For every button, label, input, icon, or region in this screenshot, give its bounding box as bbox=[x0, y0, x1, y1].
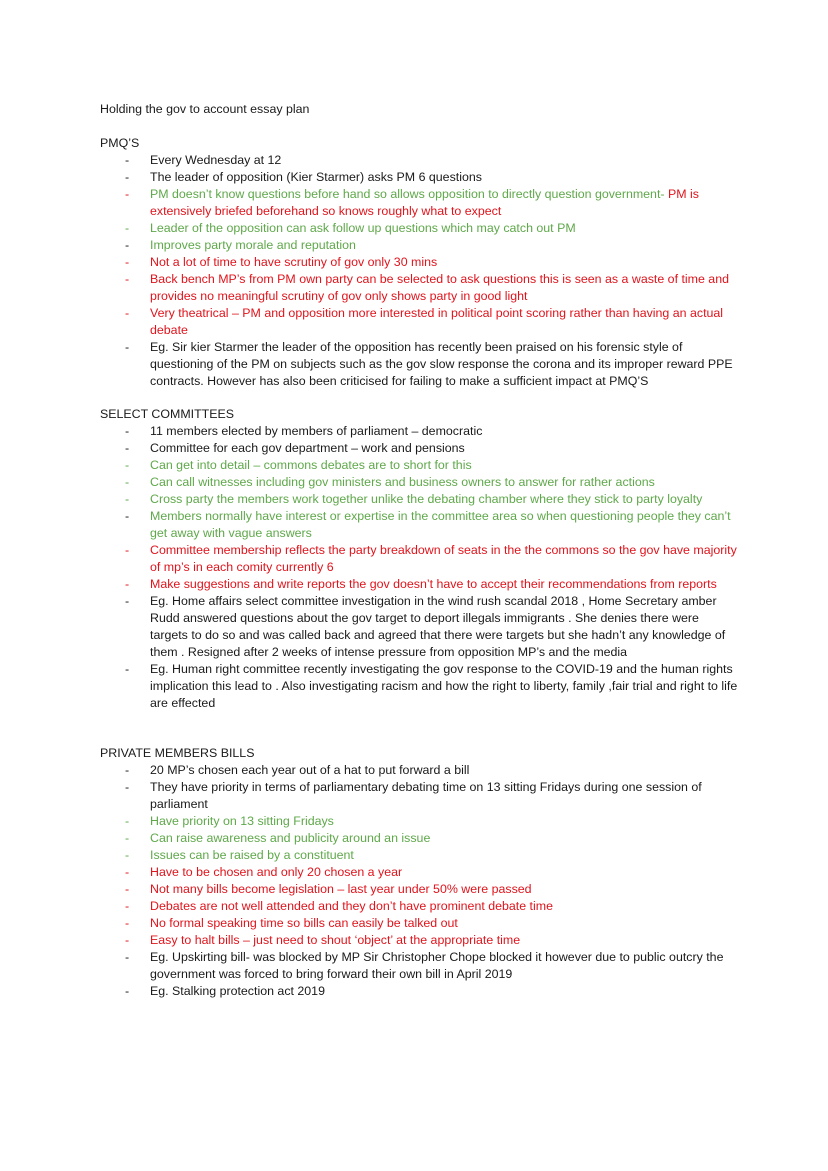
list-item bbox=[100, 864, 740, 881]
list-item-text: No formal speaking time so bills can easily be talked out bbox=[150, 916, 458, 930]
list-item-text: 20 MP’s chosen each year out of a hat to put forward a bill bbox=[150, 763, 470, 777]
bullet-dash: - bbox=[125, 424, 130, 438]
bullet-dash: - bbox=[125, 848, 130, 862]
section-heading: SELECT COMMITTEES bbox=[100, 407, 235, 421]
list-item-text: Issues can be raised by a constituent bbox=[150, 848, 354, 862]
bullet-dash: - bbox=[125, 187, 130, 201]
list-item-text: Have to be chosen and only 20 chosen a year bbox=[150, 865, 403, 879]
list-item-text: 11 members elected by members of parliament – democratic bbox=[150, 424, 483, 438]
bullet-dash: - bbox=[125, 255, 130, 269]
bullet-dash: - bbox=[125, 475, 130, 489]
bullet-list bbox=[100, 152, 740, 390]
bullet-dash: - bbox=[125, 780, 130, 794]
bullet-dash: - bbox=[125, 221, 130, 235]
list-item bbox=[100, 339, 740, 390]
list-item-text: Committee membership reflects the party breakdown of seats in the the commons so the gov have majority of mp’s in each comity currently 6 bbox=[150, 543, 737, 574]
list-item bbox=[100, 220, 740, 237]
list-item bbox=[100, 983, 740, 1000]
bullet-dash: - bbox=[125, 814, 130, 828]
list-item-text: Eg. Home affairs select committee investigation in the wind rush scandal 2018 , Home Secretary amber Rudd answered questions about the gov target to deport illegals immigrants . She denies there were targets to do so and was called back and agreed that there were targets but she hadn’t any knowledge of them . Resigned after 2 weeks of intense pressure from opposition MP’s and the media bbox=[150, 594, 726, 659]
list-item bbox=[100, 949, 740, 983]
list-item-text: Improves party morale and reputation bbox=[150, 238, 356, 252]
list-item-text: The leader of opposition (Kier Starmer) asks PM 6 questions bbox=[150, 170, 482, 184]
list-item bbox=[100, 169, 740, 186]
bullet-dash: - bbox=[125, 340, 130, 354]
bullet-dash: - bbox=[125, 306, 130, 320]
bullet-dash: - bbox=[125, 916, 130, 930]
list-item-text: Have priority on 13 sitting Fridays bbox=[150, 814, 334, 828]
list-item-text: Committee for each gov department – work and pensions bbox=[150, 441, 465, 455]
bullet-dash: - bbox=[125, 831, 130, 845]
list-item bbox=[100, 898, 740, 915]
bullet-dash: - bbox=[125, 899, 130, 913]
list-item-text: Not many bills become legislation – last year under 50% were passed bbox=[150, 882, 532, 896]
bullet-dash: - bbox=[125, 458, 130, 472]
bullet-dash: - bbox=[125, 950, 130, 964]
bullet-dash: - bbox=[125, 272, 130, 286]
bullet-dash: - bbox=[125, 238, 130, 252]
list-item bbox=[100, 305, 740, 339]
list-item bbox=[100, 254, 740, 271]
list-item-text: Eg. Human right committee recently investigating the gov response to the COVID-19 and the human rights implication this lead to . Also investigating racism and how the right to liberty, family ,fair trial and right to life are effected bbox=[150, 662, 738, 710]
list-item-text: Not a lot of time to have scrutiny of gov only 30 mins bbox=[150, 255, 438, 269]
section-heading: PMQ’S bbox=[100, 136, 140, 150]
list-item bbox=[100, 762, 740, 779]
list-item bbox=[100, 237, 740, 254]
list-item-text: Can raise awareness and publicity around an issue bbox=[150, 831, 431, 845]
list-item-text: Very theatrical – PM and opposition more interested in political point scoring rather than having an actual debate bbox=[150, 306, 724, 337]
list-item-text: Can call witnesses including gov ministers and business owners to answer for rather actions bbox=[150, 475, 655, 489]
list-item-text: PM doesn’t know questions before hand so allows opposition to directly question government- bbox=[150, 187, 668, 201]
list-item-text: Back bench MP’s from PM own party can be selected to ask questions this is seen as a waste of time and provides no meaningful scrutiny of gov only shows party in good light bbox=[150, 272, 729, 303]
bullet-dash: - bbox=[125, 170, 130, 184]
list-item bbox=[100, 271, 740, 305]
list-item bbox=[100, 881, 740, 898]
bullet-list bbox=[100, 423, 740, 712]
list-item bbox=[100, 915, 740, 932]
bullet-dash: - bbox=[125, 441, 130, 455]
bullet-dash: - bbox=[125, 577, 130, 591]
list-item bbox=[100, 830, 740, 847]
document-title: Holding the gov to account essay plan bbox=[100, 102, 310, 116]
bullet-dash: - bbox=[125, 882, 130, 896]
list-item bbox=[100, 576, 740, 593]
list-item bbox=[100, 152, 740, 169]
list-item bbox=[100, 779, 740, 813]
list-item bbox=[100, 440, 740, 457]
bullet-dash: - bbox=[125, 543, 130, 557]
list-item-text: Easy to halt bills – just need to shout ‘object’ at the appropriate time bbox=[150, 933, 521, 947]
list-item bbox=[100, 847, 740, 864]
bullet-dash: - bbox=[125, 662, 130, 676]
bullet-list bbox=[100, 762, 740, 1000]
list-item-text: Make suggestions and write reports the gov doesn’t have to accept their recommendations from reports bbox=[150, 577, 717, 591]
section-heading: PRIVATE MEMBERS BILLS bbox=[100, 746, 255, 760]
section-private-members-bills bbox=[100, 745, 740, 1000]
bullet-dash: - bbox=[125, 153, 130, 167]
section-pmqs bbox=[100, 135, 740, 390]
list-item bbox=[100, 491, 740, 508]
list-item bbox=[100, 932, 740, 949]
list-item bbox=[100, 457, 740, 474]
bullet-dash: - bbox=[125, 509, 130, 523]
list-item-text: Every Wednesday at 12 bbox=[150, 153, 282, 167]
bullet-dash: - bbox=[125, 763, 130, 777]
list-item bbox=[100, 423, 740, 440]
bullet-dash: - bbox=[125, 594, 130, 608]
list-item-text: Can get into detail – commons debates are to short for this bbox=[150, 458, 472, 472]
list-item-text: Eg. Stalking protection act 2019 bbox=[150, 984, 325, 998]
list-item bbox=[100, 542, 740, 576]
section-select-committees bbox=[100, 406, 740, 712]
list-item-text: Eg. Upskirting bill- was blocked by MP Sir Christopher Chope blocked it however due to public outcry the government was forced to bring forward their own bill in April 2019 bbox=[150, 950, 724, 981]
list-item-text: Cross party the members work together unlike the debating chamber where they stick to party loyalty bbox=[150, 492, 703, 506]
list-item bbox=[100, 661, 740, 712]
list-item bbox=[100, 813, 740, 830]
list-item-text: Members normally have interest or expertise in the committee area so when questioning people they can’t get away with vague answers bbox=[150, 509, 731, 540]
bullet-dash: - bbox=[125, 984, 130, 998]
list-item bbox=[100, 593, 740, 661]
list-item bbox=[100, 186, 740, 220]
bullet-dash: - bbox=[125, 492, 130, 506]
list-item-text: Leader of the opposition can ask follow up questions which may catch out PM bbox=[150, 221, 576, 235]
list-item-text: They have priority in terms of parliamentary debating time on 13 sitting Fridays during one session of parliament bbox=[150, 780, 702, 811]
bullet-dash: - bbox=[125, 933, 130, 947]
list-item bbox=[100, 474, 740, 491]
list-item-text: PM is extensively briefed beforehand so knows roughly what to expect bbox=[150, 187, 699, 218]
list-item bbox=[100, 508, 740, 542]
list-item-text: Debates are not well attended and they don’t have prominent debate time bbox=[150, 899, 553, 913]
bullet-dash: - bbox=[125, 865, 130, 879]
list-item-text: Eg. Sir kier Starmer the leader of the opposition has recently been praised on his forensic style of questioning of the PM on subjects such as the gov slow response the corona and its improper reward PPE contracts. However has also been criticised for failing to make a sufficient impact at PMQ’S bbox=[150, 340, 733, 388]
